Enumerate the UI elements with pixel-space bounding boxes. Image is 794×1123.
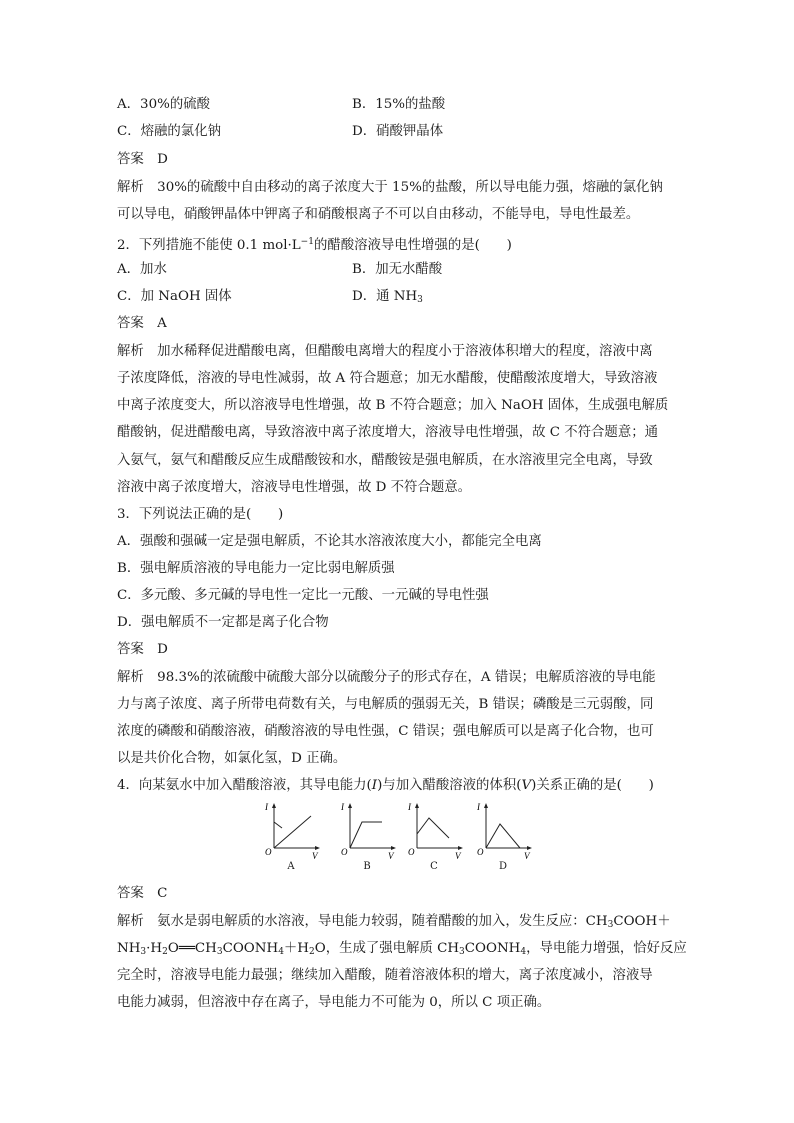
q4-exp2-sub-1: 3: [140, 947, 147, 957]
q2-stem-part-2: 的醋酸溶液导电性增强的是( ): [313, 238, 512, 253]
figure-c-label: C: [430, 861, 438, 872]
q4-figures: [262, 800, 532, 878]
q4-exp2-sub-7: 4: [520, 947, 527, 957]
figure-c-y-label: I: [408, 802, 411, 812]
figure-a-curve: [274, 816, 311, 848]
q2-stem: [117, 233, 512, 255]
q1-option-a: A．30%的硫酸: [117, 97, 210, 112]
q4-exp1-text-a: 解析 氨水是弱电解质的水溶液，导电能力较弱，随着醋酸的加入，发生反应：CH: [117, 914, 608, 929]
q4-exp1-text-b: COOH＋: [613, 914, 671, 929]
q2-explanation-line-5: 入氨气，氨气和醋酸反应生成醋酸铵和水，醋酸铵是强电解质，在水溶液里完全电离，导致: [117, 453, 653, 468]
q3-option-d: D．强电解质不一定都是离子化合物: [117, 615, 329, 630]
figure-b-graph: [338, 800, 396, 860]
q2-option-c: C．加 NaOH 固体: [117, 289, 232, 304]
figure-a-x-label: V: [312, 851, 318, 860]
figure-b-x-label: V: [388, 851, 394, 860]
figure-a-label: A: [287, 861, 295, 872]
q1-option-d: D．硝酸钾晶体: [352, 124, 444, 139]
q3-answer: 答案 D: [117, 642, 168, 657]
q1-answer: 答案 D: [117, 152, 168, 167]
figure-a-x-arrow: [315, 846, 320, 850]
figure-c: [405, 800, 463, 878]
q2-option-d: [352, 288, 423, 309]
q4-exp2-text-c: O══CH: [167, 941, 217, 956]
q4-exp2-text-d: COONH: [222, 941, 279, 956]
q3-stem: 3．下列说法正确的是( ): [117, 507, 284, 522]
q2-option-b: B．加无水醋酸: [352, 262, 443, 277]
q2-explanation-line-6: 溶液中离子浓度增大，溶液导电性增强，故 D 不符合题意。: [117, 480, 472, 495]
q3-explanation-line-3: 浓度的磷酸和硝酸溶液，硝酸溶液的导电性强，C 错误；强电解质可以是离子化合物，也可: [117, 724, 654, 739]
q4-exp2-text-a: NH: [117, 941, 141, 956]
q2-stem-part-1: 2．下列措施不能使 0.1 mol·L: [117, 238, 301, 253]
q1-option-row-1: [117, 96, 446, 114]
q4-answer: 答案 C: [117, 886, 168, 901]
q2-explanation-line-3: 中离子浓度变大，所以溶液导电性增强，故 B 不符合题意；加入 NaOH 固体，生成强电解质: [117, 398, 669, 413]
q4-exp2-text-b: ·H: [146, 941, 163, 956]
figure-c-y-arrow: [415, 803, 419, 808]
figure-c-origin: O: [408, 847, 415, 857]
q2-option-a: A．加水: [117, 262, 167, 277]
q4-stem-part-3: )关系正确的是( ): [531, 778, 654, 793]
q4-stem: [117, 777, 654, 795]
q4-stem-part-1: 4．向某氨水中加入醋酸溶液，其导电能力(: [117, 778, 372, 793]
figure-d-graph: [474, 800, 532, 860]
figure-d: [474, 800, 532, 878]
q4-stem-symbol-v: V: [521, 778, 532, 793]
q2-explanation-line-1: 解析 加水稀释促进醋酸电离，但醋酸电离增大的程度小于溶液体积增大的程度，溶液中离: [117, 344, 653, 359]
figure-b: [338, 800, 396, 878]
figure-c-x-label: V: [455, 851, 461, 860]
q4-explanation-line-3: 完全时，溶液导电能力最强；继续加入醋酸，随着溶液体积的增大，离子浓度减小，溶液导: [117, 968, 653, 983]
q2-option-row-2: [117, 288, 423, 306]
figure-d-x-arrow: [527, 846, 532, 850]
figure-c-graph: [405, 800, 463, 860]
q2-option-row-1: [117, 261, 443, 279]
figure-d-x-label: V: [524, 851, 530, 860]
q4-exp2-sub-2: 2: [162, 947, 168, 957]
figure-b-y-label: I: [341, 802, 344, 812]
q4-explanation-line-4: 电能力减弱，但溶液中存在离子，导电能力不可能为 0，所以 C 项正确。: [117, 995, 551, 1010]
q3-option-b: B．强电解质溶液的导电能力一定比弱电解质强: [117, 561, 395, 576]
q2-stem-superscript: −1: [300, 237, 314, 247]
q2-answer: 答案 A: [117, 316, 167, 331]
q3-option-a: A．强酸和强碱一定是强电解质，不论其水溶液浓度大小，都能完全电离: [117, 534, 542, 549]
figure-d-origin: O: [477, 847, 484, 857]
q1-explanation-line-2: 可以导电，硝酸钾晶体中钾离子和硝酸根离子不可以自由移动，不能导电，导电性最差。: [117, 207, 640, 222]
figure-a-graph: [262, 800, 320, 860]
figure-c-x-arrow: [458, 846, 463, 850]
q1-option-c: C．熔融的氯化钠: [117, 124, 221, 139]
figure-a-origin: O: [265, 847, 272, 857]
q4-exp2-text-e: ＋H: [283, 941, 309, 956]
q4-exp1-sub-1: 3: [607, 920, 614, 930]
q4-exp2-sub-5: 2: [309, 947, 315, 957]
q2-option-d-text: D．通 NH: [352, 289, 418, 304]
figure-d-label: D: [498, 861, 508, 872]
q4-exp2-sub-3: 3: [216, 947, 223, 957]
q4-exp2-sub-6: 3: [459, 947, 465, 957]
q4-stem-part-2: )与加入醋酸溶液的体积(: [377, 778, 522, 793]
figure-a-y-label: I: [265, 802, 268, 812]
q3-option-c: C．多元酸、多元碱的导电性一定比一元酸、一元碱的导电性强: [117, 588, 489, 603]
q1-option-row-2: [117, 123, 444, 141]
q4-exp2-text-h: ，导电能力增强，恰好反应: [526, 941, 687, 956]
q2-option-d-subscript: 3: [417, 295, 423, 305]
q3-explanation-line-1: 解析 98.3%的浓硫酸中硫酸大部分以硫酸分子的形式存在，A 错误；电解质溶液的导电能: [117, 670, 656, 685]
figure-d-curve: [486, 824, 520, 848]
figure-a: [262, 800, 320, 878]
figure-b-label: B: [363, 861, 371, 872]
q2-explanation-line-2: 子浓度降低，溶液的导电性减弱，故 A 符合题意；加无水醋酸，使醋酸浓度增大，导致溶液: [117, 371, 658, 386]
q1-option-b: B．15%的盐酸: [352, 97, 446, 112]
figure-d-y-label: I: [477, 802, 480, 812]
figure-a-curve-start: [274, 822, 282, 828]
q4-stem-symbol-i: I: [371, 778, 378, 793]
q4-exp2-text-f: O，生成了强电解质 CH: [314, 941, 460, 956]
figure-b-curve: [350, 822, 382, 848]
figure-b-x-arrow: [391, 846, 396, 850]
q4-exp2-text-g: COONH: [464, 941, 521, 956]
figure-a-y-arrow: [272, 803, 276, 808]
figure-b-origin: O: [341, 847, 348, 857]
figure-d-y-arrow: [484, 803, 488, 808]
figure-c-curve: [417, 818, 449, 838]
q1-explanation-line-1: 解析 30%的硫酸中自由移动的离子浓度大于 15%的盐酸，所以导电能力强，熔融的氯化钠: [117, 180, 663, 195]
q3-explanation-line-2: 力与离子浓度、离子所带电荷数有关，与电解质的强弱无关，B 错误；磷酸是三元弱酸，同: [117, 697, 654, 712]
q4-explanation-line-1: [117, 913, 671, 934]
q3-explanation-line-4: 以是共价化合物，如氯化氢，D 正确。: [117, 751, 347, 766]
q2-explanation-line-4: 醋酸钠，促进醋酸电离，导致溶液中离子浓度增大，溶液导电性增强，故 C 不符合题意；通: [117, 425, 658, 440]
figure-b-y-arrow: [348, 803, 352, 808]
q4-exp2-sub-4: 4: [278, 947, 284, 957]
q4-explanation-line-2: [117, 940, 687, 961]
